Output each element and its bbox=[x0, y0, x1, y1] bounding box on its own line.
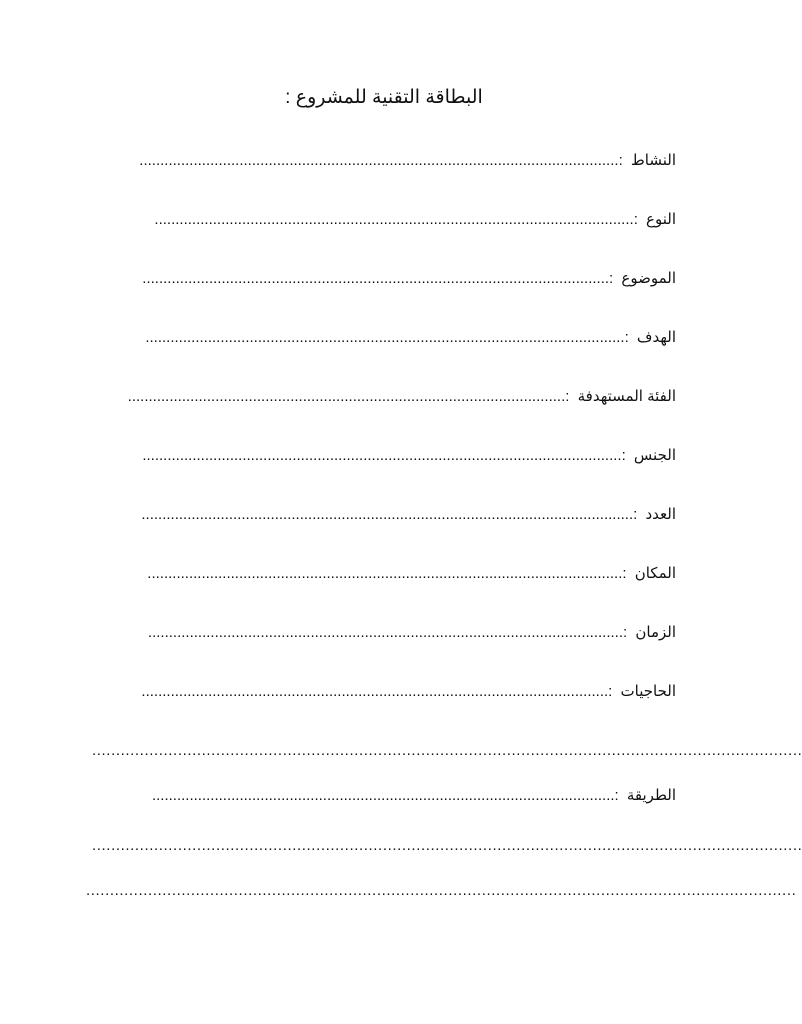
field-colon: : bbox=[608, 683, 617, 700]
field-topic bbox=[92, 269, 676, 289]
field-time bbox=[92, 623, 676, 643]
field-label: النوع bbox=[646, 211, 676, 228]
field-colon: : bbox=[614, 787, 623, 804]
field-colon: : bbox=[633, 211, 643, 228]
field-activity bbox=[92, 151, 676, 171]
method-continuation-line[interactable]: ..................................................................................................................................................... bbox=[86, 882, 797, 899]
field-label: الجنس bbox=[633, 447, 676, 464]
field-colon: : bbox=[609, 270, 618, 287]
method-continuation-line[interactable]: ..................................................................................................................................................... bbox=[92, 837, 802, 854]
field-label: الفئة المستهدفة bbox=[577, 388, 676, 405]
field-place bbox=[92, 564, 676, 584]
field-goal bbox=[92, 328, 676, 348]
field-count bbox=[92, 505, 676, 525]
field-dotted-line[interactable]: ................................................................................................................ bbox=[142, 270, 610, 287]
field-colon: : bbox=[621, 447, 630, 464]
field-dotted-line[interactable]: .................................................................................................................. bbox=[147, 624, 624, 641]
field-gender bbox=[92, 446, 676, 466]
field-dotted-line[interactable]: ................................................................................................................ bbox=[141, 683, 609, 700]
field-dotted-line[interactable]: ................................................................................................................... bbox=[142, 447, 622, 464]
needs-continuation-line[interactable]: ..................................................................................................................................................... bbox=[92, 742, 802, 759]
field-type bbox=[92, 210, 676, 230]
field-colon: : bbox=[633, 506, 642, 523]
field-target-group bbox=[92, 387, 676, 407]
field-dotted-line[interactable]: ......................................................................................................... bbox=[127, 388, 566, 405]
field-method bbox=[98, 786, 676, 806]
field-label: الحاجيات bbox=[620, 683, 676, 700]
field-colon: : bbox=[565, 388, 574, 405]
field-label: الزمان bbox=[635, 624, 676, 641]
field-dotted-line[interactable]: ................................................................................................................... bbox=[145, 329, 625, 346]
field-colon: : bbox=[622, 565, 631, 582]
field-colon: : bbox=[623, 624, 632, 641]
field-label: الموضوع bbox=[621, 270, 676, 287]
field-label: الطريقة bbox=[626, 787, 676, 804]
field-dotted-line[interactable]: ...................................................................................................................... bbox=[141, 506, 634, 523]
field-label: العدد bbox=[645, 506, 676, 523]
field-label: النشاط bbox=[630, 152, 676, 169]
field-label: المكان bbox=[634, 565, 676, 582]
field-dotted-line[interactable]: ................................................................................................................... bbox=[139, 152, 619, 169]
field-dotted-line[interactable]: ............................................................................................................... bbox=[151, 787, 615, 804]
field-colon: : bbox=[618, 152, 627, 169]
field-colon: : bbox=[624, 329, 633, 346]
field-needs bbox=[92, 682, 676, 702]
page-title: البطاقة التقنية للمشروع : bbox=[285, 87, 483, 108]
field-label: الهدف bbox=[636, 329, 676, 346]
field-dotted-line[interactable]: ................................................................................................................... bbox=[154, 211, 634, 228]
field-dotted-line[interactable]: .................................................................................................................. bbox=[147, 565, 623, 582]
